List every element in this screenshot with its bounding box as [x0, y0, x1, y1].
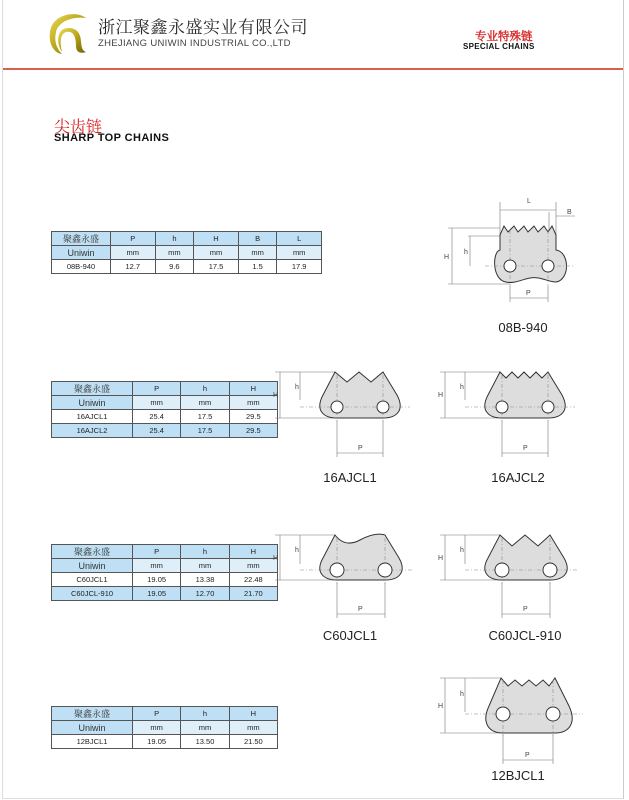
table-row — [52, 260, 322, 274]
label-P: P — [523, 445, 528, 452]
brand-cn-cell: 聚鑫永盛 — [52, 707, 133, 721]
chain-diagram-12bjcl1 — [425, 668, 590, 768]
brand-en-cell: Uniwin — [52, 396, 133, 410]
unit-cell: mm — [194, 246, 239, 260]
col-header: B — [238, 232, 277, 246]
value-cell: 25.4 — [133, 410, 181, 424]
value-cell: 12.70 — [181, 587, 229, 601]
model-cell: C60JCL1 — [52, 573, 133, 587]
col-header: P — [133, 382, 181, 396]
spec-table-08b-940 — [51, 231, 322, 274]
model-cell: 16AJCL2 — [52, 424, 133, 438]
label-H: H — [273, 392, 279, 399]
value-cell: 12.7 — [111, 260, 156, 274]
label-H: H — [273, 555, 279, 562]
value-cell: 25.4 — [133, 424, 181, 438]
label-P: P — [358, 445, 363, 452]
unit-cell: mm — [133, 396, 181, 410]
brand-cn-cell: 聚鑫永盛 — [52, 382, 133, 396]
value-cell: 17.5 — [181, 424, 229, 438]
label-h: h — [460, 691, 464, 698]
col-header: H — [229, 545, 277, 559]
col-header: H — [229, 382, 277, 396]
label-L: L — [527, 198, 531, 205]
value-cell: 19.05 — [133, 573, 181, 587]
unit-cell: mm — [181, 721, 229, 735]
value-cell: 17.5 — [181, 410, 229, 424]
label-P: P — [358, 606, 363, 613]
label-H: H — [438, 703, 444, 710]
label-H: H — [438, 555, 444, 562]
model-cell: C60JCL-910 — [52, 587, 133, 601]
category-title-cn: 专业特殊链 — [475, 29, 533, 43]
chain-diagram-16ajcl2 — [430, 355, 590, 465]
label-h: h — [460, 384, 464, 391]
spec-table-c60jcl — [51, 544, 278, 601]
col-header: h — [181, 545, 229, 559]
value-cell: 29.5 — [229, 410, 277, 424]
company-name-cn: 浙江聚鑫永盛实业有限公司 — [98, 18, 308, 38]
section-title-cn: 尖齿链 — [54, 117, 103, 136]
value-cell: 13.38 — [181, 573, 229, 587]
value-cell: 22.48 — [229, 573, 277, 587]
unit-cell: mm — [181, 559, 229, 573]
value-cell: 9.6 — [155, 260, 194, 274]
unit-cell: mm — [181, 396, 229, 410]
company-name-en: ZHEJIANG UNIWIN INDUSTRIAL CO.,LTD — [98, 38, 291, 49]
col-header: h — [155, 232, 194, 246]
col-header: L — [277, 232, 322, 246]
unit-cell: mm — [229, 396, 277, 410]
brand-cn-cell: 聚鑫永盛 — [52, 232, 111, 246]
table-row — [52, 587, 278, 601]
diagram-caption: 08B-940 — [498, 320, 548, 335]
brand-en-cell: Uniwin — [52, 246, 111, 260]
diagram-caption: C60JCL-910 — [488, 628, 562, 643]
label-P: P — [525, 752, 530, 759]
diagram-caption: 16AJCL1 — [323, 470, 377, 485]
spec-table-16ajcl — [51, 381, 278, 438]
col-header: h — [181, 382, 229, 396]
label-P: P — [526, 290, 531, 297]
label-h: h — [295, 384, 299, 391]
model-cell: 08B-940 — [52, 260, 111, 274]
brand-en-cell: Uniwin — [52, 721, 133, 735]
col-header: P — [111, 232, 156, 246]
brand-en-cell: Uniwin — [52, 559, 133, 573]
value-cell: 21.70 — [229, 587, 277, 601]
unit-cell: mm — [238, 246, 277, 260]
value-cell: 1.5 — [238, 260, 277, 274]
unit-cell: mm — [133, 721, 181, 735]
col-header: H — [194, 232, 239, 246]
unit-cell: mm — [277, 246, 322, 260]
header-divider — [3, 68, 623, 70]
label-H: H — [444, 254, 450, 261]
value-cell: 19.05 — [133, 587, 181, 601]
unit-cell: mm — [133, 559, 181, 573]
model-cell: 12BJCL1 — [52, 735, 133, 749]
label-P: P — [523, 606, 528, 613]
section-title-en: SHARP TOP CHAINS — [54, 132, 170, 144]
col-header: P — [133, 545, 181, 559]
col-header: h — [181, 707, 229, 721]
label-h: h — [295, 547, 299, 554]
chain-diagram-16ajcl1 — [265, 355, 425, 465]
label-h: h — [464, 249, 468, 256]
value-cell: 29.5 — [229, 424, 277, 438]
value-cell: 19.05 — [133, 735, 181, 749]
chain-diagram-c60jcl-910 — [430, 520, 590, 625]
label-B: B — [567, 209, 572, 216]
value-cell: 17.5 — [194, 260, 239, 274]
unit-cell: mm — [229, 559, 277, 573]
label-h: h — [460, 547, 464, 554]
col-header: H — [229, 707, 277, 721]
value-cell: 13.50 — [181, 735, 229, 749]
unit-cell: mm — [229, 721, 277, 735]
col-header: P — [133, 707, 181, 721]
value-cell: 17.9 — [277, 260, 322, 274]
diagram-caption: 12BJCL1 — [491, 768, 545, 783]
model-cell: 16AJCL1 — [52, 410, 133, 424]
chain-diagram-08b-940 — [430, 190, 590, 320]
unit-cell: mm — [155, 246, 194, 260]
table-row — [52, 573, 278, 587]
diagram-caption: C60JCL1 — [322, 628, 378, 643]
chain-diagram-c60jcl1 — [265, 520, 425, 625]
label-H: H — [438, 392, 444, 399]
spec-table-12bjcl1 — [51, 706, 278, 749]
category-title-en: SPECIAL CHAINS — [463, 42, 535, 51]
diagram-caption: 16AJCL2 — [491, 470, 545, 485]
table-row — [52, 410, 278, 424]
company-logo-icon — [46, 12, 90, 56]
brand-cn-cell: 聚鑫永盛 — [52, 545, 133, 559]
value-cell: 21.50 — [229, 735, 277, 749]
table-row — [52, 735, 278, 749]
unit-cell: mm — [111, 246, 156, 260]
table-row — [52, 424, 278, 438]
